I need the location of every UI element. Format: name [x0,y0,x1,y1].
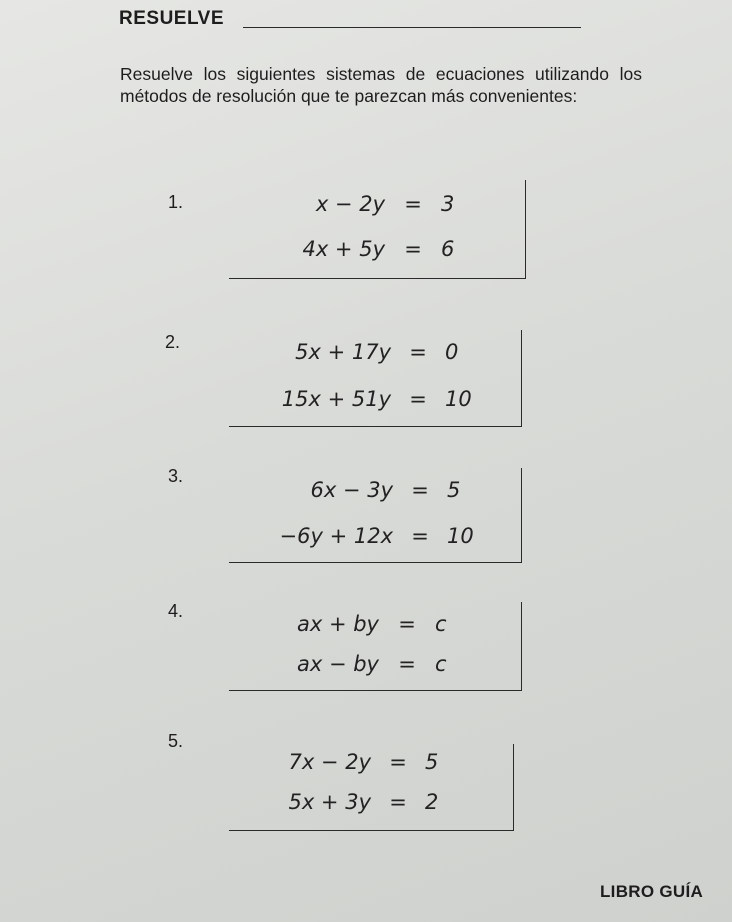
equation-row [229,750,485,774]
problem-number: 4. [168,601,184,621]
equation-relation: = [409,387,427,411]
equation-relation: = [411,524,429,548]
equation-lhs: 7x − 2y [288,750,371,774]
equation-rhs: 5 [425,750,439,774]
equation-row [229,237,501,261]
equation-system [229,468,522,563]
problem-number: 1. [168,192,184,212]
problem-number: 3. [168,466,184,486]
instructions-text: Resuelve los siguientes sistemas de ecuaciones utilizando los métodos de resolución que te parezcan más convenientes: [120,64,642,106]
equation-rhs: 5 [447,478,461,502]
equation-lhs: 6x − 3y [310,478,393,502]
equation-lhs: 4x + 5y [302,237,385,261]
problem-number: 2. [165,332,181,352]
equation-lhs: ax + by [296,612,379,636]
equation-relation: = [398,652,416,676]
equation-row [229,340,505,364]
equation-row [229,652,495,676]
page-heading: RESUELVE [119,8,225,29]
equation-rhs: 6 [441,237,455,261]
equation-lhs: −6y + 12x [279,524,393,548]
equation-lhs: 5x + 3y [288,790,371,814]
equation-lhs: x − 2y [315,192,385,216]
equation-relation: = [411,478,429,502]
equation-relation: = [404,192,422,216]
equation-row [229,387,505,411]
equation-rhs: 10 [445,387,472,411]
equation-system [229,330,522,427]
equation-row [229,524,507,548]
equation-relation: = [389,750,407,774]
equation-relation: = [398,612,416,636]
equation-row [229,192,501,216]
equation-row [229,790,485,814]
equation-rhs: 3 [441,192,455,216]
equation-rhs: c [435,612,447,636]
equation-rhs: 10 [447,524,474,548]
equation-relation: = [389,790,407,814]
equation-rhs: 0 [445,340,459,364]
equation-rhs: c [435,652,447,676]
equation-relation: = [404,237,422,261]
equation-row [229,612,495,636]
problem-number: 5. [168,731,184,751]
equation-rhs: 2 [425,790,439,814]
equation-system [229,602,522,691]
equation-lhs: ax − by [296,652,379,676]
equation-relation: = [409,340,427,364]
equation-row [229,478,507,502]
equation-lhs: 5x + 17y [295,340,391,364]
equation-system [229,180,526,279]
heading-underline [243,27,581,28]
footer-label: LIBRO GUÍA [600,882,704,901]
equation-system [229,744,514,831]
equation-lhs: 15x + 51y [281,387,391,411]
